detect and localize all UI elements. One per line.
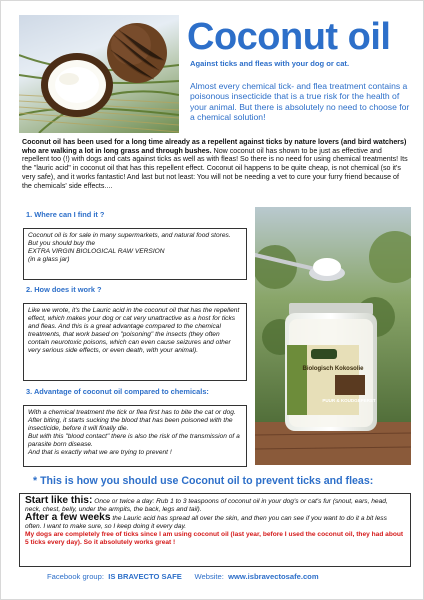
website-label: Website: (194, 572, 224, 581)
howto-after-label: After a few weeks (25, 512, 111, 524)
howto-after-text: the Lauric acid has spread all over the skin, and then you can see if you want to do it a bit less often. I want to make sure, so I keep doing it every day. (25, 515, 387, 531)
facebook-group-link[interactable]: IS BRAVECTO SAFE (108, 572, 182, 581)
section-advantage-line: With a chemical treatment the tick or flea first has to bite the cat or dog. After biting, it starts sucking the blood that has been poisoned with the insecticide, before it will finally die. (28, 409, 236, 433)
footer (47, 572, 319, 581)
howto-heading (33, 475, 373, 487)
section-box-where (23, 228, 247, 280)
howto-after (25, 514, 405, 531)
section-heading-where: 1. Where can I find it ? (26, 210, 105, 219)
section-where-line: EXTRA VIRGIN BIOLOGICAL RAW VERSION (28, 248, 165, 256)
section-box-advantage (23, 405, 247, 467)
jar-label-brand: Biologisch Kokosolie (302, 366, 364, 372)
coconut-illustration (19, 15, 179, 133)
howto-box (19, 493, 411, 567)
page-title: Coconut oil (187, 16, 391, 58)
section-where-line: Coconut oil is for sale in many supermarkets, and natural food stores. But you should buy the (28, 232, 231, 248)
section-where-line: (in a glass jar) (28, 256, 70, 264)
section-how-line: Like we wrote, it's the Lauric acid in the coconut oil that has the repellent effect, which makes your dog or cat very unattractive as a host for ticks and fleas. And this is a great advantage compared to the chemical treatments, that work based on "poisoning" the insects (they often contain neurotoxic poisons, which can even cause seizures and other very serious side effects, or even death, with your animal). (28, 307, 240, 355)
howto-result: My dogs are completely free of ticks since I am using coconut oil (last year, before I used the coconut oil, they had about 5 ticks every day). So it absolutely works great ! (25, 531, 404, 547)
star-icon: * (33, 475, 41, 487)
page-subtitle: Against ticks and fleas with your dog or cat. (190, 59, 350, 68)
coconut-photo (19, 15, 179, 133)
intro-paragraph-rest: Now coconut oil has shown to be just as effective and repellent too (!) with dogs and cats against ticks as well as with fleas! So there is no need for using chemical treatments! Its the "lauric acid" in coconut oil that has this repellent effect. Coconut oil happens to be quite cheap, is not chemical (so it's very safe), and it works fantastic! And last but not least: You will not be needing a vet to cure your furry friend because of the chemicals' side effects.... (22, 146, 408, 190)
coconut-oil-jar-photo (255, 207, 411, 465)
website-link[interactable]: www.isbravectosafe.com (228, 572, 319, 581)
jar-illustration (255, 207, 411, 465)
howto-heading-text: This is how you should use Coconut oil to prevent ticks and fleas: (40, 475, 374, 487)
intro-text: Almost every chemical tick- and flea treatment contains a poisonous insecticide that is a true risk for the health of your animal. But there is absolutely no need to choose for a chemical solution! (190, 81, 410, 123)
section-heading-advantage: 3. Advantage of coconut oil compared to chemicals: (26, 387, 209, 396)
section-heading-how: 2. How does it work ? (26, 285, 102, 294)
facebook-label: Facebook group: (47, 572, 104, 581)
section-box-how (23, 303, 247, 381)
intro-paragraph (22, 138, 410, 190)
section-advantage-line: And that is exactly what we are trying to prevent ! (28, 449, 172, 457)
section-advantage-line: But with this "blood contact" there is also the risk of the transmission of a parasite born disease. (28, 433, 240, 449)
intro-paragraph-bold: Coconut oil has been used for a long time already as a repellent against ticks by nature lovers (and bird watchers) who are walking a lot in long grass and through bushes. (22, 138, 407, 155)
howto-start-text: Once or twice a day: Rub 1 to 3 teaspoons of coconut oil in your dog's or cat's fur (snout, ears, head, neck, chest, belly, under the armpits, the back, legs and tail). (25, 498, 388, 514)
jar-label-pure: PUUR & KOUDGEPERST (322, 398, 376, 403)
howto-start-label: Start like this: (25, 495, 93, 506)
